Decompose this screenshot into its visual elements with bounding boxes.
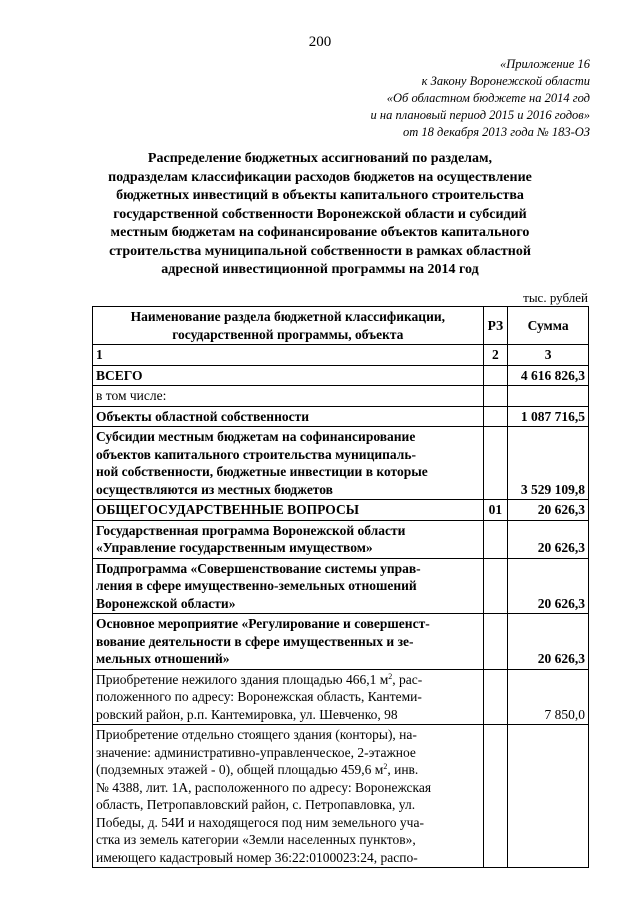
title-line: государственной собственности Воронежской области и субсидий	[113, 206, 527, 222]
row-name	[93, 669, 484, 725]
row-name-line	[96, 761, 480, 779]
table-row	[93, 365, 589, 386]
superscript: 2	[383, 762, 388, 771]
row-name	[93, 614, 484, 670]
row-name-line	[96, 671, 480, 689]
row-rz	[483, 558, 508, 614]
row-name	[93, 365, 484, 386]
header-rz: РЗ	[483, 307, 508, 345]
row-rz	[483, 386, 508, 407]
appendix-line: и на плановый период 2015 и 2016 годов»	[370, 108, 590, 122]
column-number: 1	[93, 345, 484, 366]
appendix-reference	[371, 56, 590, 141]
row-name-line: имеющего кадастровый номер 36:22:0100023:24, распо-	[96, 849, 418, 865]
row-name-line: положенного по адресу: Воронежская область, Кантеми-	[96, 689, 422, 704]
row-name	[93, 386, 484, 407]
row-sum: 20 626,3	[508, 520, 589, 558]
row-name-line: Приобретение отдельно стоящего здания (конторы), на-	[96, 727, 417, 742]
row-name-line: в том числе:	[96, 388, 167, 403]
table-row	[93, 558, 589, 614]
row-sum: 3 529 109,8	[508, 427, 589, 500]
row-name-text: Приобретение нежилого здания площадью 466,1 м	[96, 671, 389, 687]
table-header-row	[93, 307, 589, 345]
table-row	[93, 520, 589, 558]
row-rz	[483, 406, 508, 427]
row-rz	[483, 520, 508, 558]
row-name-line: Субсидии местным бюджетам на софинансирование	[96, 429, 416, 444]
row-name-line: область, Петропавловский район, с. Петропавловка, ул.	[96, 797, 416, 812]
page-number: 200	[308, 34, 332, 50]
row-sum: 1 087 716,5	[508, 406, 589, 427]
row-name-line: Государственная программа Воронежской области	[96, 522, 406, 538]
row-sum: 7 850,0	[508, 669, 589, 725]
row-name-line: объектов капитального строительства муниципаль-	[96, 446, 416, 462]
row-rz: 01	[483, 500, 508, 521]
header-name-line: государственной программы, объекта	[172, 326, 404, 342]
row-name	[93, 500, 484, 521]
table-row	[93, 500, 589, 521]
row-sum: 20 626,3	[508, 614, 589, 670]
header-name	[93, 307, 484, 345]
column-number: 2	[483, 345, 508, 366]
row-name-line: Объекты областной собственности	[96, 408, 310, 424]
row-name	[93, 725, 484, 868]
appendix-line: от 18 декабря 2013 года № 183-ОЗ	[403, 125, 590, 139]
table-row	[93, 406, 589, 427]
row-sum: 20 626,3	[508, 558, 589, 614]
superscript: 2	[388, 671, 393, 681]
table-row	[93, 725, 589, 868]
row-name-line: вование деятельности в сфере имущественных и зе-	[96, 633, 414, 649]
row-name-line: ления в сфере имущественно-земельных отношений	[96, 578, 417, 593]
row-name-line: ВСЕГО	[96, 367, 143, 383]
title-line: строительства муниципальной собственности в рамках областной	[109, 243, 531, 259]
row-rz	[483, 669, 508, 725]
row-name-line: № 4388, лит. 1А, расположенного по адресу: Воронежская	[96, 779, 432, 795]
title-line: бюджетных инвестиций в объекты капитального строительства	[116, 188, 524, 203]
row-name	[93, 406, 484, 427]
row-name	[93, 520, 484, 558]
column-number-row	[93, 345, 589, 366]
row-sum: 20 626,3	[508, 500, 589, 521]
appendix-line: к Закону Воронежской области	[421, 74, 590, 88]
title-line: местным бюджетам на софинансирование объектов капитального	[110, 225, 530, 240]
row-name-line: Победы, д. 54И и находящегося под ним земельного уча-	[96, 814, 424, 830]
row-name-line: мельных отношений»	[96, 651, 230, 666]
units-label: тыс. рублей	[523, 290, 588, 305]
row-name-line: «Управление государственным имуществом»	[96, 540, 373, 555]
title-line: Распределение бюджетных ассигнований по разделам,	[147, 151, 493, 166]
row-name-line: Подпрограмма «Совершенствование системы управ-	[96, 560, 421, 576]
header-sum: Сумма	[508, 307, 589, 345]
table-row	[93, 386, 589, 407]
row-rz	[483, 614, 508, 670]
row-rz	[483, 365, 508, 386]
row-name-line: значение: административно-управленческое, 2-этажное	[96, 744, 416, 760]
row-sum	[508, 386, 589, 407]
table-row	[93, 427, 589, 500]
row-name	[93, 558, 484, 614]
appendix-line: «Приложение 16	[500, 57, 590, 71]
row-name-line: ровский район, р.п. Кантемировка, ул. Шевченко, 98	[96, 706, 398, 722]
column-number: 3	[508, 345, 589, 366]
row-name-line: ной собственности, бюджетные инвестиции в которые	[96, 464, 428, 479]
row-name-line: ОБЩЕГОСУДАРСТВЕННЫЕ ВОПРОСЫ	[96, 502, 359, 517]
appendix-line: «Об областном бюджете на 2014 год	[386, 91, 590, 105]
row-name-line: осуществляются из местных бюджетов	[96, 481, 333, 497]
row-sum	[508, 725, 589, 868]
row-sum: 4 616 826,3	[508, 365, 589, 386]
header-name-line: Наименование раздела бюджетной классификации,	[130, 309, 446, 324]
row-name-line: Воронежской области»	[96, 595, 236, 611]
title-line: адресной инвестиционной программы на 2014 год	[161, 262, 479, 277]
table-row	[93, 669, 589, 725]
row-name-text: (подземных этажей - 0), общей площадью 459,6 м	[96, 762, 384, 777]
row-rz	[483, 427, 508, 500]
document-title	[100, 150, 540, 280]
row-name-text: , рас-	[392, 671, 423, 687]
title-line: подразделам классификации расходов бюджетов на осуществление	[108, 169, 532, 185]
row-name	[93, 427, 484, 500]
row-rz	[483, 725, 508, 868]
row-name-line: Основное мероприятие «Регулирование и совершенст-	[96, 616, 430, 631]
row-name-text: , инв.	[387, 762, 419, 777]
budget-table	[92, 306, 589, 868]
table-row	[93, 614, 589, 670]
row-name-line: стка из земель категории «Земли населенных пунктов»,	[96, 832, 416, 847]
